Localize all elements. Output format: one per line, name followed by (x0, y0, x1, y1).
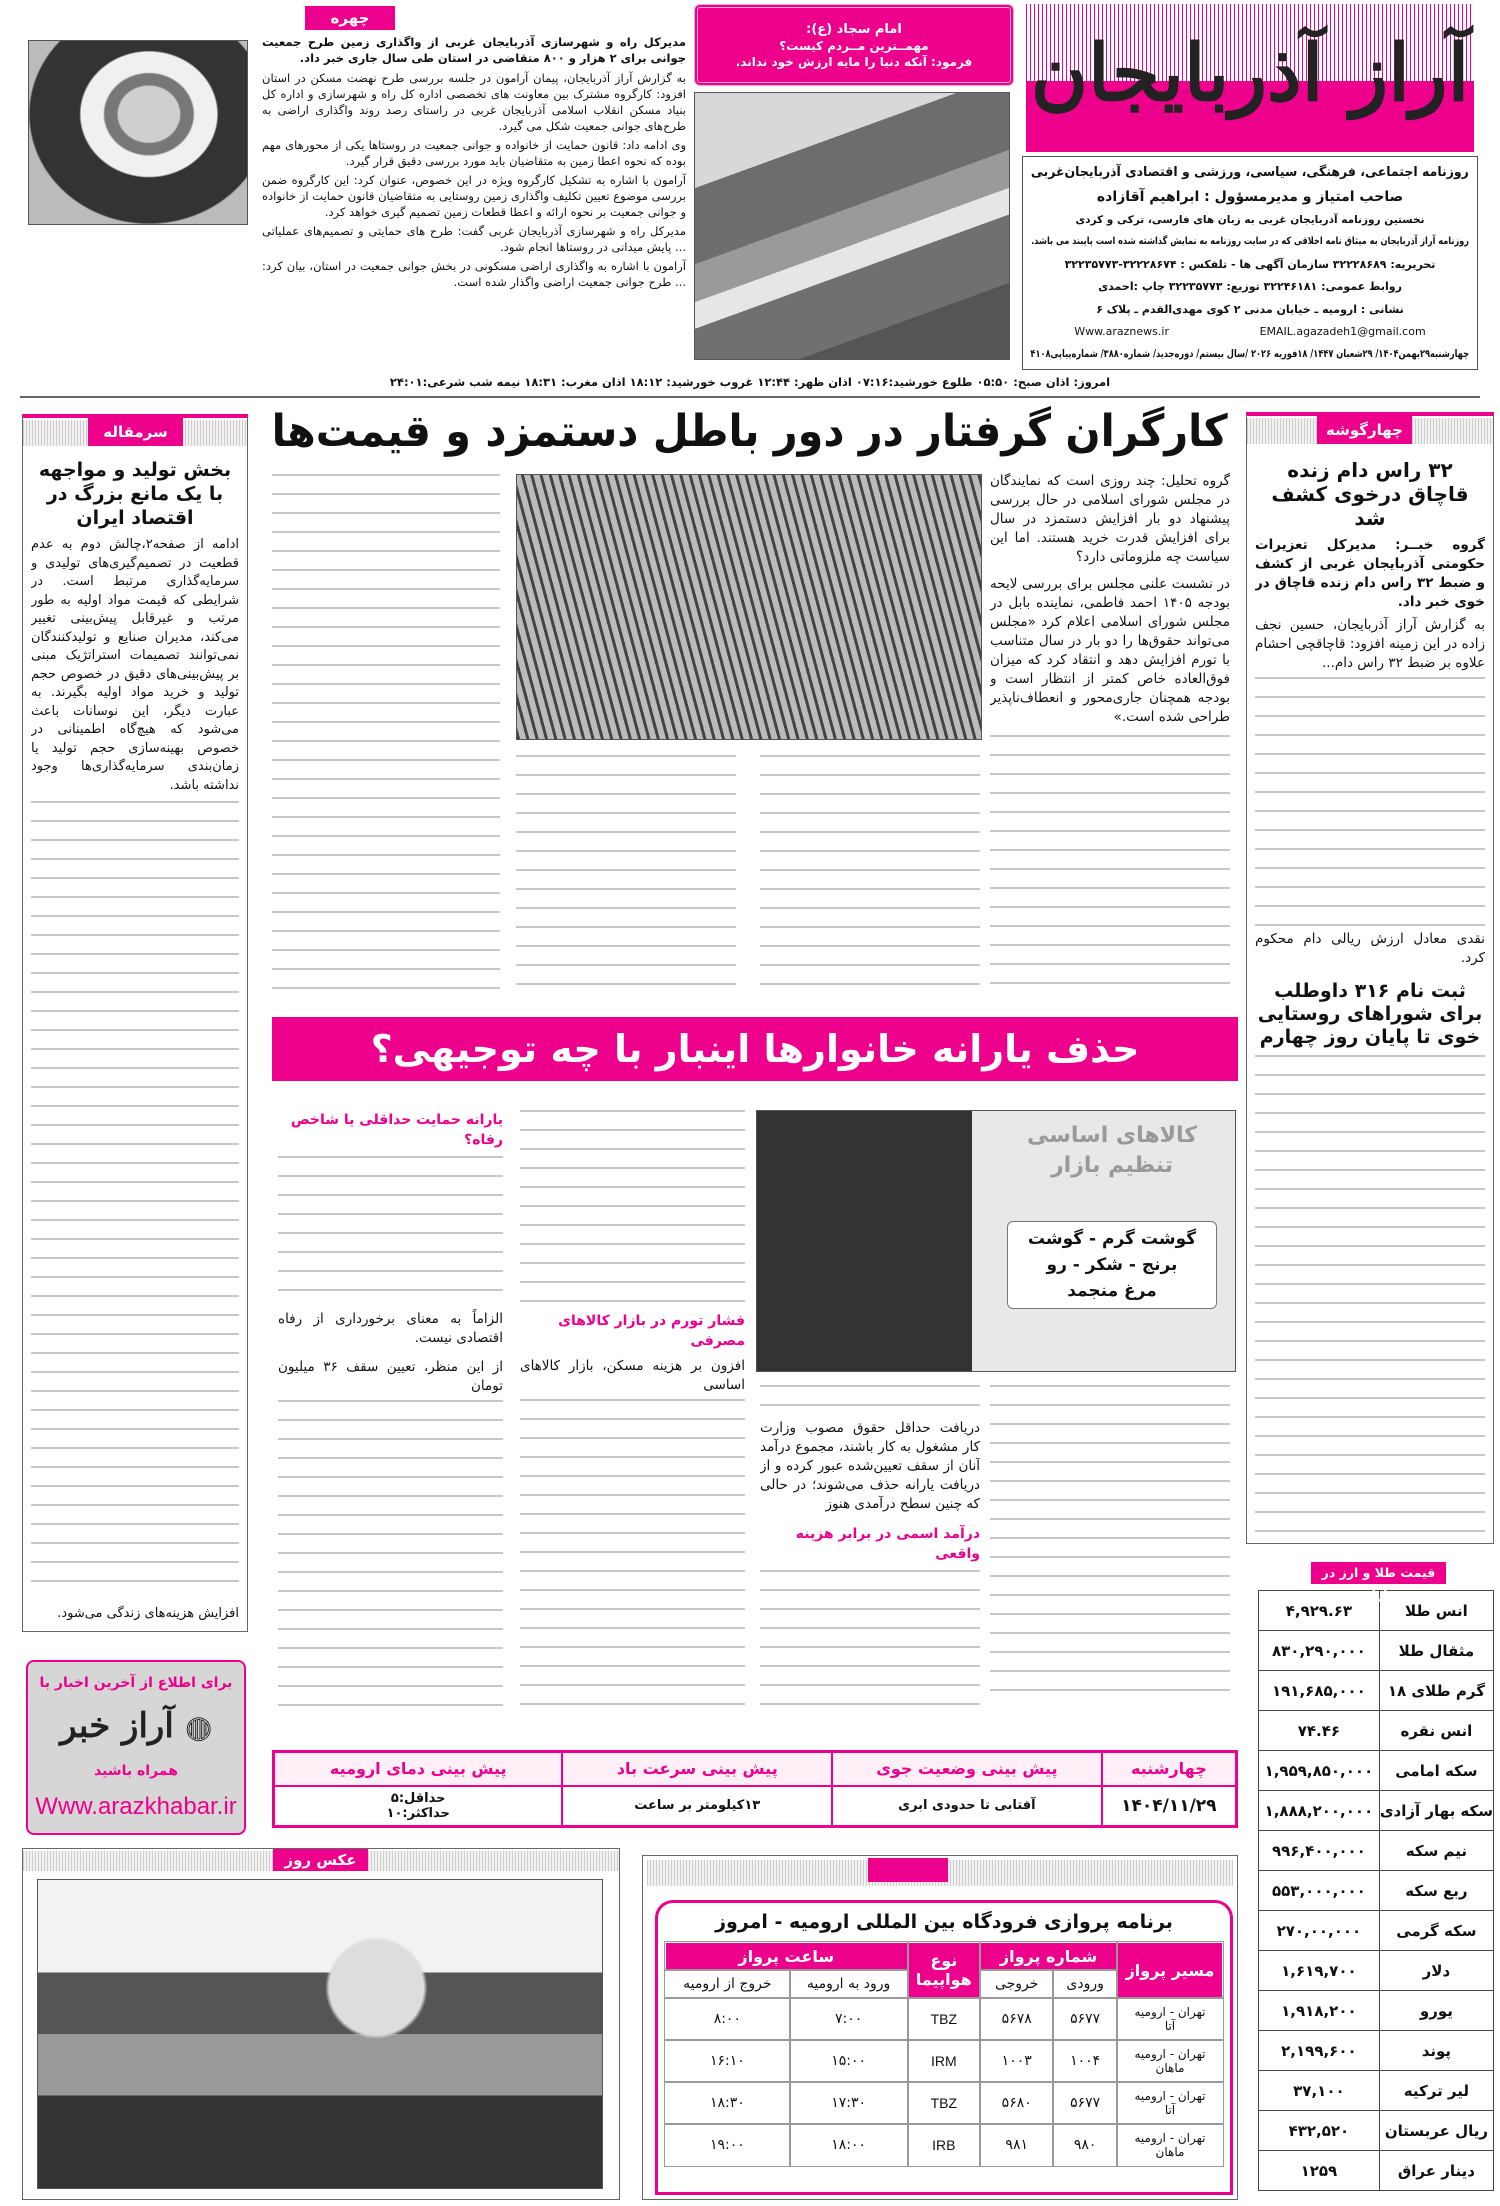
price-row (1259, 1831, 1494, 1871)
email-link[interactable]: EMAIL.agazadeh1@gmail.com (1259, 325, 1426, 339)
workers-photo (516, 474, 982, 740)
weather-strip: چهارشنبه پیش بینی وضعیت جوی پیش بینی سرعت باد پیش بینی دمای ارومیه ۱۴۰۴/۱۱/۲۹ آفتابی تا حدودی ابری ۱۳کیلومتر بر ساعت حداقل:۵ حداکثر:۱۰ (272, 1750, 1238, 1828)
price-row (1259, 2151, 1494, 2191)
masthead (1022, 4, 1478, 370)
flight-row: تهران - ارومیه آتا ۵۶۷۷ ۵۶۷۸ TBZ ۷:۰۰ ۸:۰۰ (665, 1998, 1223, 2040)
price-row (1259, 2071, 1494, 2111)
price-value: ۷۴.۴۶ (1259, 1711, 1380, 1751)
price-value: ۱,۶۱۹,۷۰۰ (1259, 1951, 1380, 1991)
price-row (1259, 1951, 1494, 1991)
price-value: ۸۳۰,۲۹۰,۰۰۰ (1259, 1631, 1380, 1671)
price-label: سکه گرمی (1379, 1911, 1493, 1951)
price-value: ۲۷۰,۰۰,۰۰۰ (1259, 1911, 1380, 1951)
four-corner-column: چهارگوشه ۳۲ راس دام زنده قاچاق درخوی کشف شد گروه خبــر: مدیرکل تعزیرات حکومتی آذربایجان غربی از کشف و ضبط ۳۲ راس دام زنده قاچاق در خوی خبر داد. به گزارش آراز آذربایجان، حسین نجف زاده در این زمینه افزود: قاچاقچی احشام علاوه بر ضبط ۳۲ راس دام... نقدی معادل ارزش ریالی دام محکوم کرد. ثبت نام ۳۱۶ داوطلب برای شوراهای روستایی خوی تا پایان روز چهارم (1246, 412, 1494, 1544)
price-value: ۱,۹۵۹,۸۵۰,۰۰۰ (1259, 1751, 1380, 1791)
editorial-column: سرمقاله بخش تولید و مواجهه با یک مانع بزرگ در اقتصاد ایران ادامه از صفحه۲،چالش دوم به عدم قطعیت در تصمیم‌گیری‌های تولیدی و سرمایه‌گذاری مرتبط است. در شرایطی که قیمت مواد اولیه به طور مرتب و غیرقابل پیش‌بینی تغییر می‌کند، مدیران صنایع و تولیدکنندگان نمی‌توانند تصمیمات استراتژیک مبنی بر پیش‌بینی‌های دقیق در خصوص حجم تولید و خرید مواد اولیه بگیرند. به عبارت دیگر، این نوسانات باعث می‌شود که هیچ‌گاه اطمینانی در خصوص بهینه‌سازی حجم تولید یا زمان‌بندی سرمایه‌گذاری‌ها وجود نداشته باشد. افزایش هزینه‌های زندگی می‌شود. (22, 414, 248, 1632)
price-value: ۴۳۲,۵۲۰ (1259, 2111, 1380, 2151)
quote-box: امام سجاد (ع): مهمــترین مــردم کیست؟ فرمود: آنکه دنیا را مایه ارزش خود نداند. (694, 4, 1014, 86)
price-label: دینار عراق (1379, 2151, 1493, 2191)
price-row (1259, 1911, 1494, 1951)
photo-of-day: عکس روز (22, 1848, 620, 2200)
price-value: ۲,۱۹۹,۶۰۰ (1259, 2031, 1380, 2071)
ruins-photo (37, 1879, 603, 2189)
price-label: مثقال طلا (1379, 1631, 1493, 1671)
price-label: دلار (1379, 1951, 1493, 1991)
price-label: انس نقره (1379, 1711, 1493, 1751)
flight-row: تهران - ارومیه ماهان ۹۸۰ ۹۸۱ IRB ۱۸:۰۰ ۱۹:۰۰ (665, 2124, 1223, 2166)
price-row (1259, 1631, 1494, 1671)
price-label: یورو (1379, 1991, 1493, 2031)
price-row (1259, 1991, 1494, 2031)
chehreh-article: مدیرکل راه و شهرسازی آذربایجان غربی از واگذاری زمین طرح جمعیت جوانی برای ۲ هزار و ۸۰۰ متقاضی در استان طی سال جاری خبر داد. به گزارش آراز آذربایجان، پیمان آرامون در جلسه بررسی طرح نهضت مسکن در استان افزود: کارگروه مشترک بین معاونت های تخصصی اداره کل راه و شهرسازی و اداره کل بنیاد مسکن انقلاب اسلامی آذربایجان غربی در راستای رصد روند واگذاری اراضی به طرح‌های جوانی جمعیت شکل می گیرد. وی ادامه داد: قانون حمایت از خانواده و جوانی جمعیت در روستاها یکی از محورهای مهم بوده که نحوه اعطا زمین به متقاضیان باید مورد بررسی دقیق قرار گیرد. آرامون با اشاره به تشکیل کارگروه ویژه در این خصوص، عنوان کرد: این کارگروه ضمن بررسی موضوع تعیین تکلیف واگذاری زمین روستایی به متقاضیان قانون حمایت از خانواده و جوانی جمعیت بر نحوه ارائه و اعطا قطعات زمین تصمیم گیری خواهد کرد. مدیرکل راه و شهرسازی آذربایجان غربی گفت: طرح های حمایتی و تصمیم‌های عملیاتی ... پایش میدانی در روستاها انجام شود. آرامون با اشاره به واگذاری اراضی مسکونی در بخش جوانی جمعیت در استان، بیان کرد: ... طرح جوانی جمعیت اراضی واگذار شده است. (262, 35, 686, 289)
price-value: ۹۹۶,۴۰۰,۰۰۰ (1259, 1831, 1380, 1871)
price-label: لیر ترکیه (1379, 2071, 1493, 2111)
price-label: ریال عربستان (1379, 2111, 1493, 2151)
price-row (1259, 1671, 1494, 1711)
logo: آراز آذربایجان (1026, 4, 1474, 152)
main-lead: گروه تحلیل: چند روزی است که نمایندگان در مجلس شورای اسلامی در حال بررسی پیشنهاد دو بار افزایش دستمزد در سال برای افزایش قدرت خرید هستند. اما این سیاست چه ملزوماتی دارد؟ در نشست علنی مجلس برای بررسی لایحه بودجه ۱۴۰۵ احمد فاطمی، نماینده بابل در مجلس شورای اسلامی اعلام کرد «مجلس می‌تواند حقوق‌ها را دو بار در سال متناسب با تورم افزایش دهد و انتقاد کرد که میزان فوق‌العاده خاص کمتر از انتظار است و بودجه همچنان جاری‌محور و انعطاف‌ناپذیر طراحی شده است.» (990, 472, 1230, 992)
price-row (1259, 1791, 1494, 1831)
price-value: ۱۲۵۹ (1259, 2151, 1380, 2191)
globe-icon: ◍ (185, 1710, 212, 1746)
price-row (1259, 1871, 1494, 1911)
subsidy-banner: حذف یارانه خانوارها اینبار با چه توجیهی؟ (272, 1017, 1238, 1081)
arazkhabar-ad[interactable]: برای اطلاع از آخرین اخبار با ◍ آراز خبر همراه باشید Www.arazkhabar.ir (26, 1660, 246, 1835)
price-row (1259, 2111, 1494, 2151)
price-label: پوند (1379, 2031, 1493, 2071)
editorial-tab: سرمقاله (88, 418, 183, 446)
arazkhabar-logo: ◍ آراز خبر (60, 1706, 212, 1747)
masthead-info: روزنامه اجتماعی، فرهنگی، سیاسی، ورزشی و اقتصادی آذربایجان‌غربی صاحب امتیاز و مدیرمسؤول : ابراهیم آقازاده نخستین روزنامه آذربایجان غربی به زبان های فارسی، ترکی و کردی روزنامه آراز آذربایجان به میثاق نامه اخلاقی که در سایت روزنامه به نمایش گذاشته شده است پایبند می باشد. تحریریه: ۳۲۲۲۸۶۸۹ سازمان آگهی ها - تلفکس : ۳۲۲۲۸۶۷۴-۳۲۲۳۵۷۷۳ روابط عمومی: ۳۲۲۴۶۱۸۱ توزیع: ۳۲۲۳۵۷۷۳ چاپ :احمدی نشانی : ارومیه ـ خیابان مدنی ۲ کوی مهدی‌القدم ـ پلاک ۶ Www.araznews.ir EMAIL.agazadeh1@gmail.com چهارشنبه۲۹بهمن۱۴۰۴/ ۲۹شعبان ۱۴۴۷/ ۱۸فوریه ۲۰۲۶ /سال بیستم/ دوره‌جدید/ شماره۳۸۸۰/ شماره‌پیاپی۴۱۰۸ (1022, 156, 1478, 370)
flight-schedule: برنامه پروازی فرودگاه بین المللی ارومیه - امروز مسیر پرواز شماره پرواز نوع هواپیما ساعت پرواز ورودی خروجی ورود به ارومیه خروج از ارومیه تهران - ارومیه آتا ۵۶۷۷ ۵۶۷۸ TBZ ۷:۰۰ ۸:۰۰ تهران - ارومیه ماهان ۱۰۰۴ ۱۰۰۳ IRM ۱۵:۰۰ ۱۶:۱۰ تهران - ارومیه آتا ۵۶۷۷ ۵۶۸۰ TBZ ۱۷:۳۰ ۱۸:۳۰ تهران - ارومیه ماهان ۹۸۰ ۹۸۱ IRB ۱۸:۰۰ ۱۹:۰۰ (642, 1855, 1238, 2200)
price-row (1259, 1711, 1494, 1751)
prayer-times: امروز: اذان صبح: ۰۵:۵۰ طلوع خورشید:۰۷:۱۶ اذان ظهر: ۱۲:۴۴ غروب خورشید: ۱۸:۱۲ اذان مغرب: ۱۸:۳۱ نیمه شب شرعی:۲۴:۰۱ (389, 375, 1111, 389)
price-row (1259, 1751, 1494, 1791)
price-value: ۱,۸۸۸,۲۰۰,۰۰۰ (1259, 1791, 1380, 1831)
price-label: انس طلا (1379, 1591, 1493, 1631)
price-value: ۵۵۳,۰۰۰,۰۰۰ (1259, 1871, 1380, 1911)
price-value: ۱,۹۱۸,۲۰۰ (1259, 1991, 1380, 2031)
price-label: نیم سکه (1379, 1831, 1493, 1871)
price-label: ربع سکه (1379, 1871, 1493, 1911)
market-queue-photo: کالاهای اساسی تنظیم بازار گوشت گرم - گوشت برنج - شکر - رو مرغ منجمد (756, 1110, 1236, 1372)
flight-row: تهران - ارومیه ماهان ۱۰۰۴ ۱۰۰۳ IRM ۱۵:۰۰ ۱۶:۱۰ (665, 2040, 1223, 2082)
flight-row: تهران - ارومیه آتا ۵۶۷۷ ۵۶۸۰ TBZ ۱۷:۳۰ ۱۸:۳۰ (665, 2082, 1223, 2124)
chehreh-tab: چهره (305, 6, 395, 30)
divider (20, 396, 1480, 398)
main-headline: کارگران گرفتار در دور باطل دستمزد و قیمت‌ها (271, 406, 1229, 457)
price-label: گرم طلای ۱۸ (1379, 1671, 1493, 1711)
price-label: سکه بهار آزادی (1379, 1791, 1493, 1831)
gold-currency-prices: قیمت طلا و ارز در بازار انس طلا ۴,۹۲۹.۶۳ مثقال طلا ۸۳۰,۲۹۰,۰۰۰ گرم طلای ۱۸ ۱۹۱,۶۸۵,۰۰۰ انس نقره ۷۴.۴۶ سکه امامی ۱,۹۵۹,۸۵۰,۰۰۰ سکه بهار آزادی ۱,۸۸۸,۲۰۰,۰۰۰ نیم سکه ۹۹۶,۴۰۰,۰۰۰ ربع سکه ۵۵۳,۰۰۰,۰۰۰ سکه گرمی ۲۷۰,۰۰,۰۰۰ دلار ۱,۶۱۹,۷۰۰ یورو ۱,۹۱۸,۲۰۰ پوند ۲,۱۹۹,۶۰۰ لیر ترکیه ۳۷,۱۰۰ ریال عربستان ۴۳۲,۵۲۰ دینار عراق ۱۲۵۹ (1256, 1562, 1496, 2202)
price-value: ۴,۹۲۹.۶۳ (1259, 1591, 1380, 1631)
price-label: سکه امامی (1379, 1751, 1493, 1791)
river-photo (694, 92, 1010, 360)
price-row (1259, 2031, 1494, 2071)
official-portrait (28, 40, 248, 225)
price-value: ۳۷,۱۰۰ (1259, 2071, 1380, 2111)
website-link[interactable]: Www.araznews.ir (1074, 325, 1169, 339)
price-value: ۱۹۱,۶۸۵,۰۰۰ (1259, 1671, 1380, 1711)
